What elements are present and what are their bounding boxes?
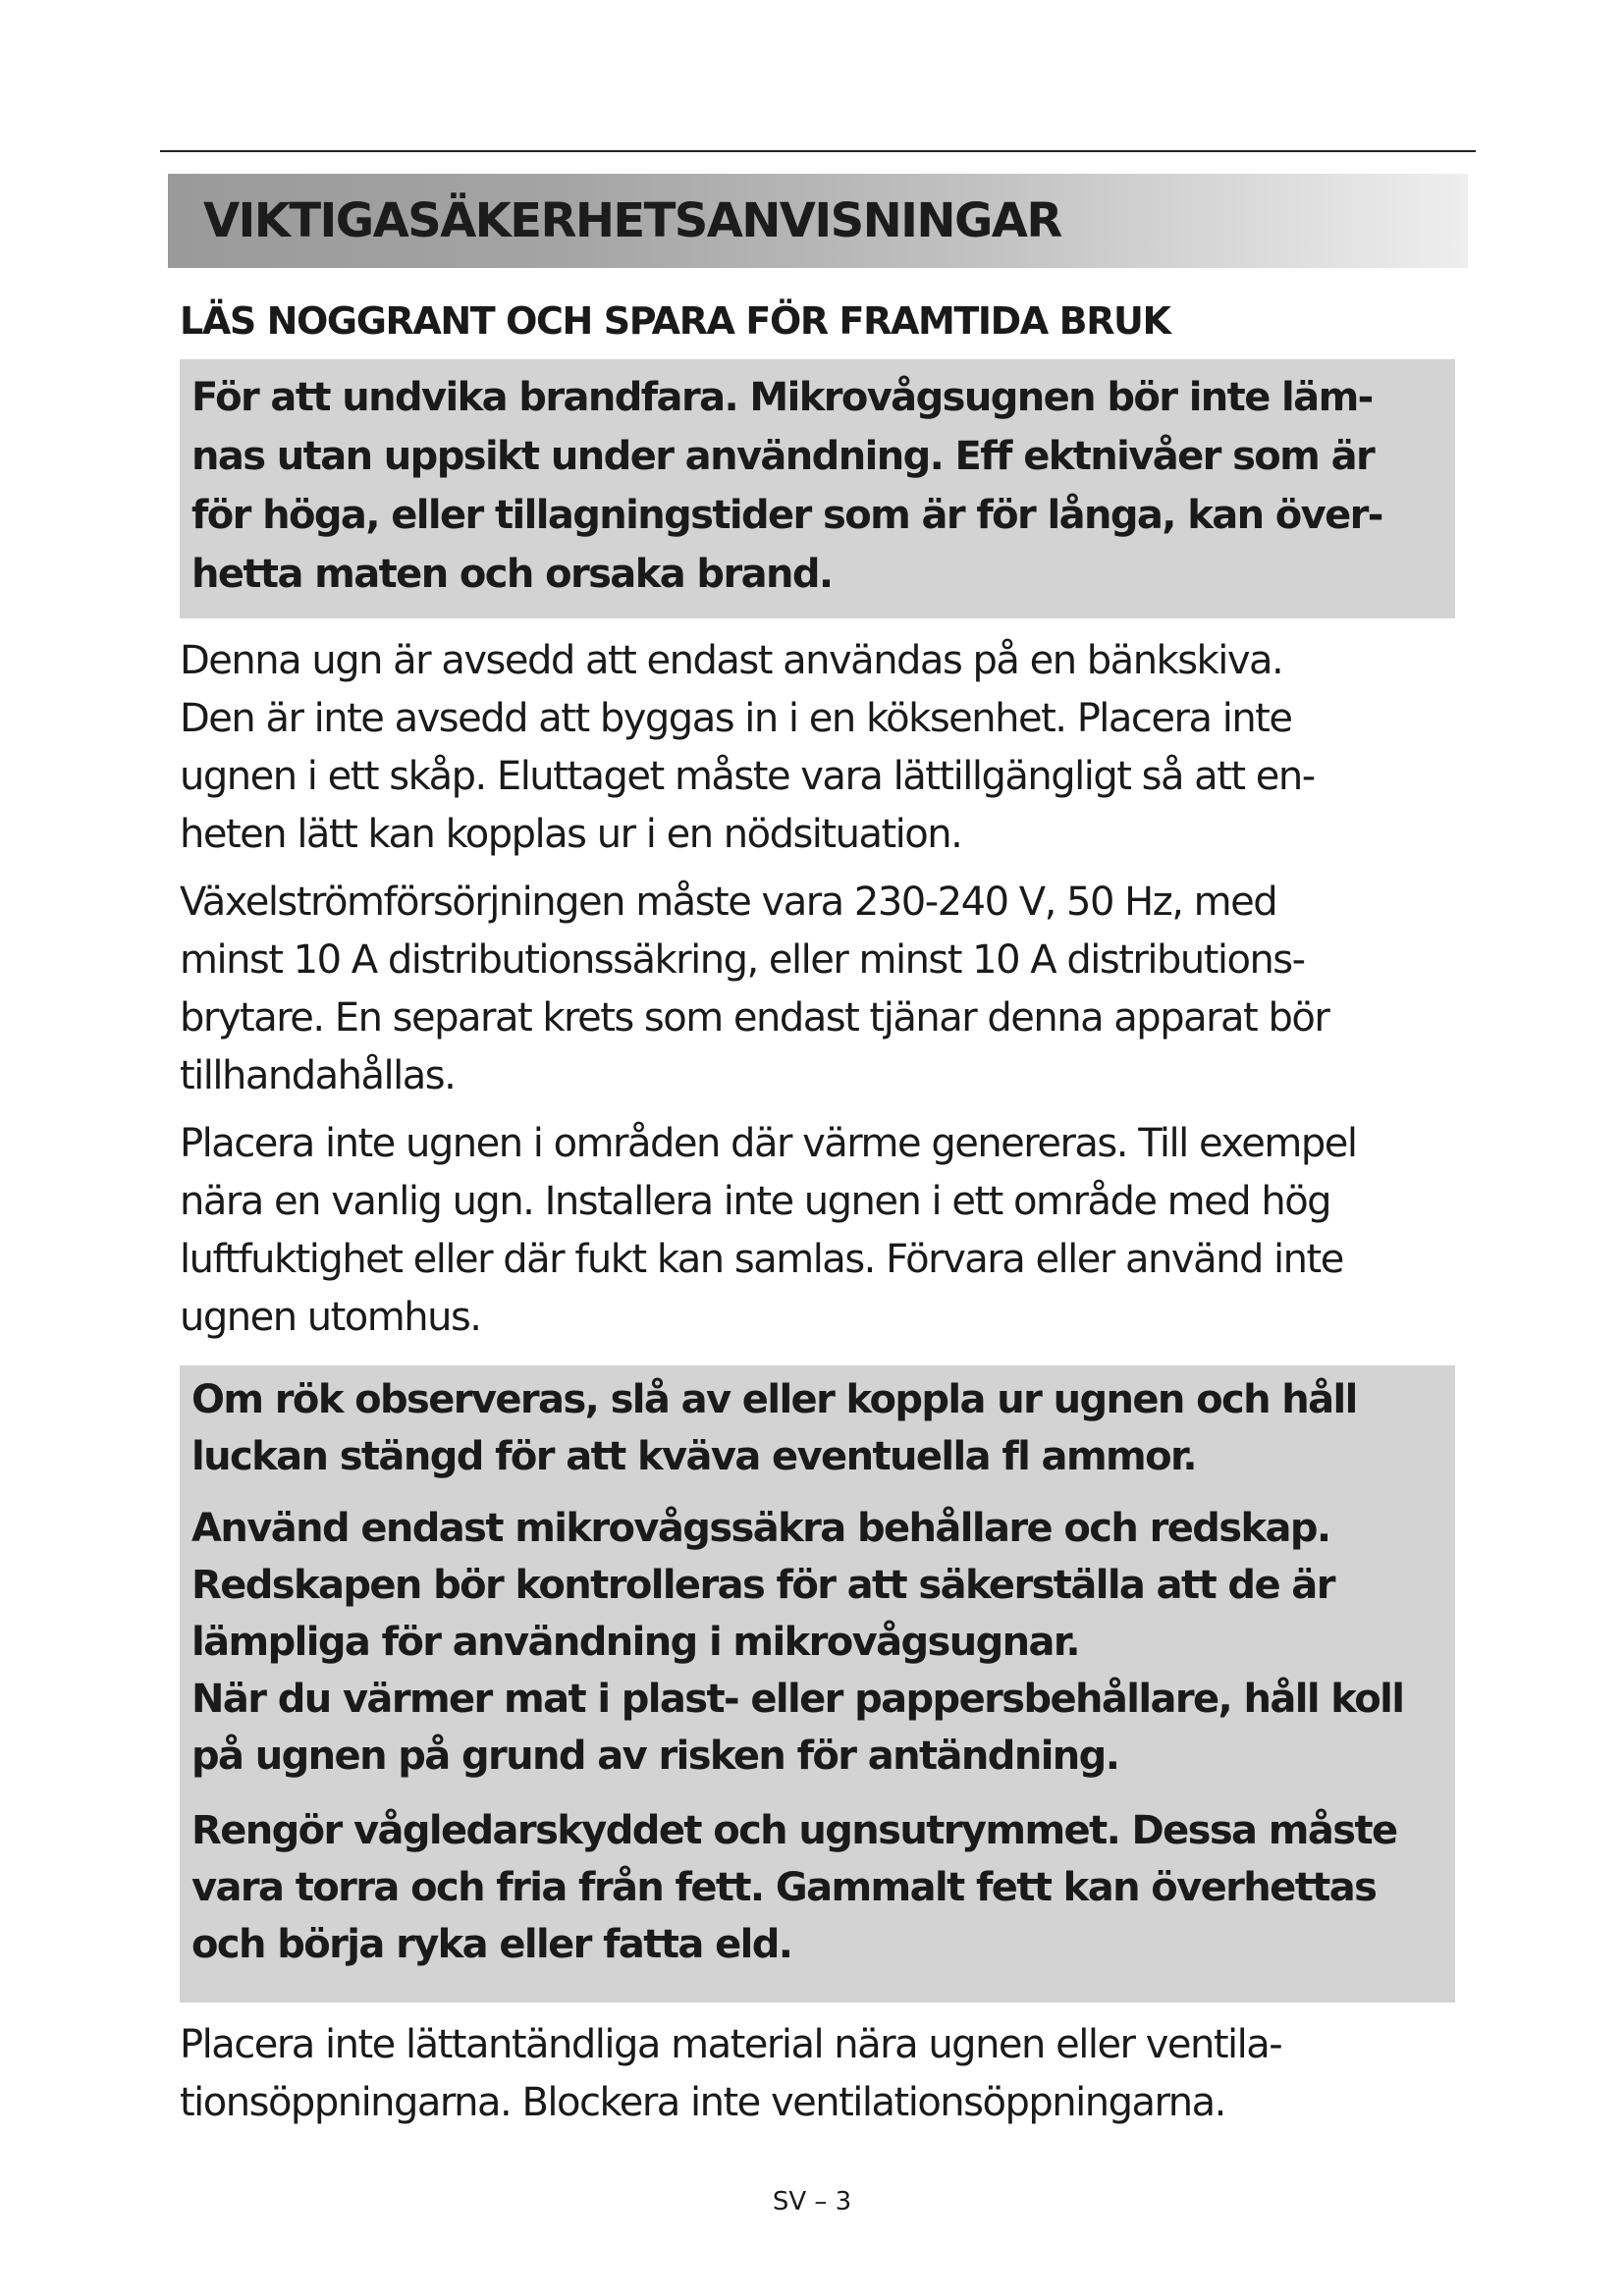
warning-line: nas utan uppsikt under användning. Eff ektnivåer som är [191,434,1375,479]
paragraph-line: luftfuktighet eller där fukt kan samlas. Förvara eller använd inte [180,1237,1343,1282]
warning-line: Redskapen bör kontrolleras för att säkerställa att de är [191,1563,1334,1608]
paragraph-line: ugnen i ett skåp. Eluttaget måste vara lättillgängligt så att en- [180,754,1315,799]
top-rule [160,150,1476,152]
paragraph-line: heten lätt kan kopplas ur i en nödsituation. [180,812,962,857]
paragraph-line: Växelströmförsörjningen måste vara 230-240 V, 50 Hz, med [180,880,1277,925]
warning-line: För att undvika brandfara. Mikrovågsugnen bör inte läm- [191,375,1373,420]
paragraph-line: nära en vanlig ugn. Installera inte ugnen i ett område med hög [180,1179,1331,1224]
paragraph-line: tionsöppningarna. Blockera inte ventilationsöppningarna. [180,2080,1225,2125]
warning-line: Rengör vågledarskyddet och ugnsutrymmet. Dessa måste [191,1808,1397,1853]
warning-line: Använd endast mikrovågssäkra behållare och redskap. [191,1506,1330,1551]
paragraph-line: minst 10 A distributionssäkring, eller minst 10 A distributions- [180,937,1305,983]
paragraph-line: Den är inte avsedd att byggas in i en köksenhet. Placera inte [180,696,1292,741]
paragraph-line: Placera inte ugnen i områden där värme genereras. Till exempel [180,1121,1357,1166]
paragraph-line: tillhandahållas. [180,1053,456,1098]
warning-line: för höga, eller tillagningstider som är för långa, kan över- [191,493,1382,538]
page-title: VIKTIGASÄKERHETSANVISNINGAR [203,193,1061,248]
warning-line: på ugnen på grund av risken för antändning. [191,1734,1119,1779]
warning-line: hetta maten och orsaka brand. [191,552,833,597]
warning-line: luckan stängd för att kväva eventuella fl ammor. [191,1434,1197,1479]
page-number: SV – 3 [772,2187,852,2216]
warning-line: vara torra och fria från fett. Gammalt fett kan överhettas [191,1865,1377,1910]
warning-box-safety [180,1365,1455,2002]
paragraph-line: brytare. En separat krets som endast tjänar denna apparat bör [180,995,1329,1041]
warning-line: lämpliga för användning i mikrovågsugnar. [191,1620,1079,1665]
paragraph-line: ugnen utomhus. [180,1295,481,1340]
paragraph-line: Placera inte lättantändliga material nära ugnen eller ventila- [180,2022,1282,2067]
title-banner [168,174,1468,268]
warning-line: Om rök observeras, slå av eller koppla ur ugnen och håll [191,1377,1357,1422]
warning-box-fire [180,359,1455,618]
paragraph-line: Denna ugn är avsedd att endast användas på en bänkskiva. [180,638,1283,683]
warning-line: När du värmer mat i plast- eller pappersbehållare, håll koll [191,1677,1404,1722]
warning-line: och börja ryka eller fatta eld. [191,1922,792,1967]
subheading: LÄS NOGGRANT OCH SPARA FÖR FRAMTIDA BRUK [180,299,1170,343]
